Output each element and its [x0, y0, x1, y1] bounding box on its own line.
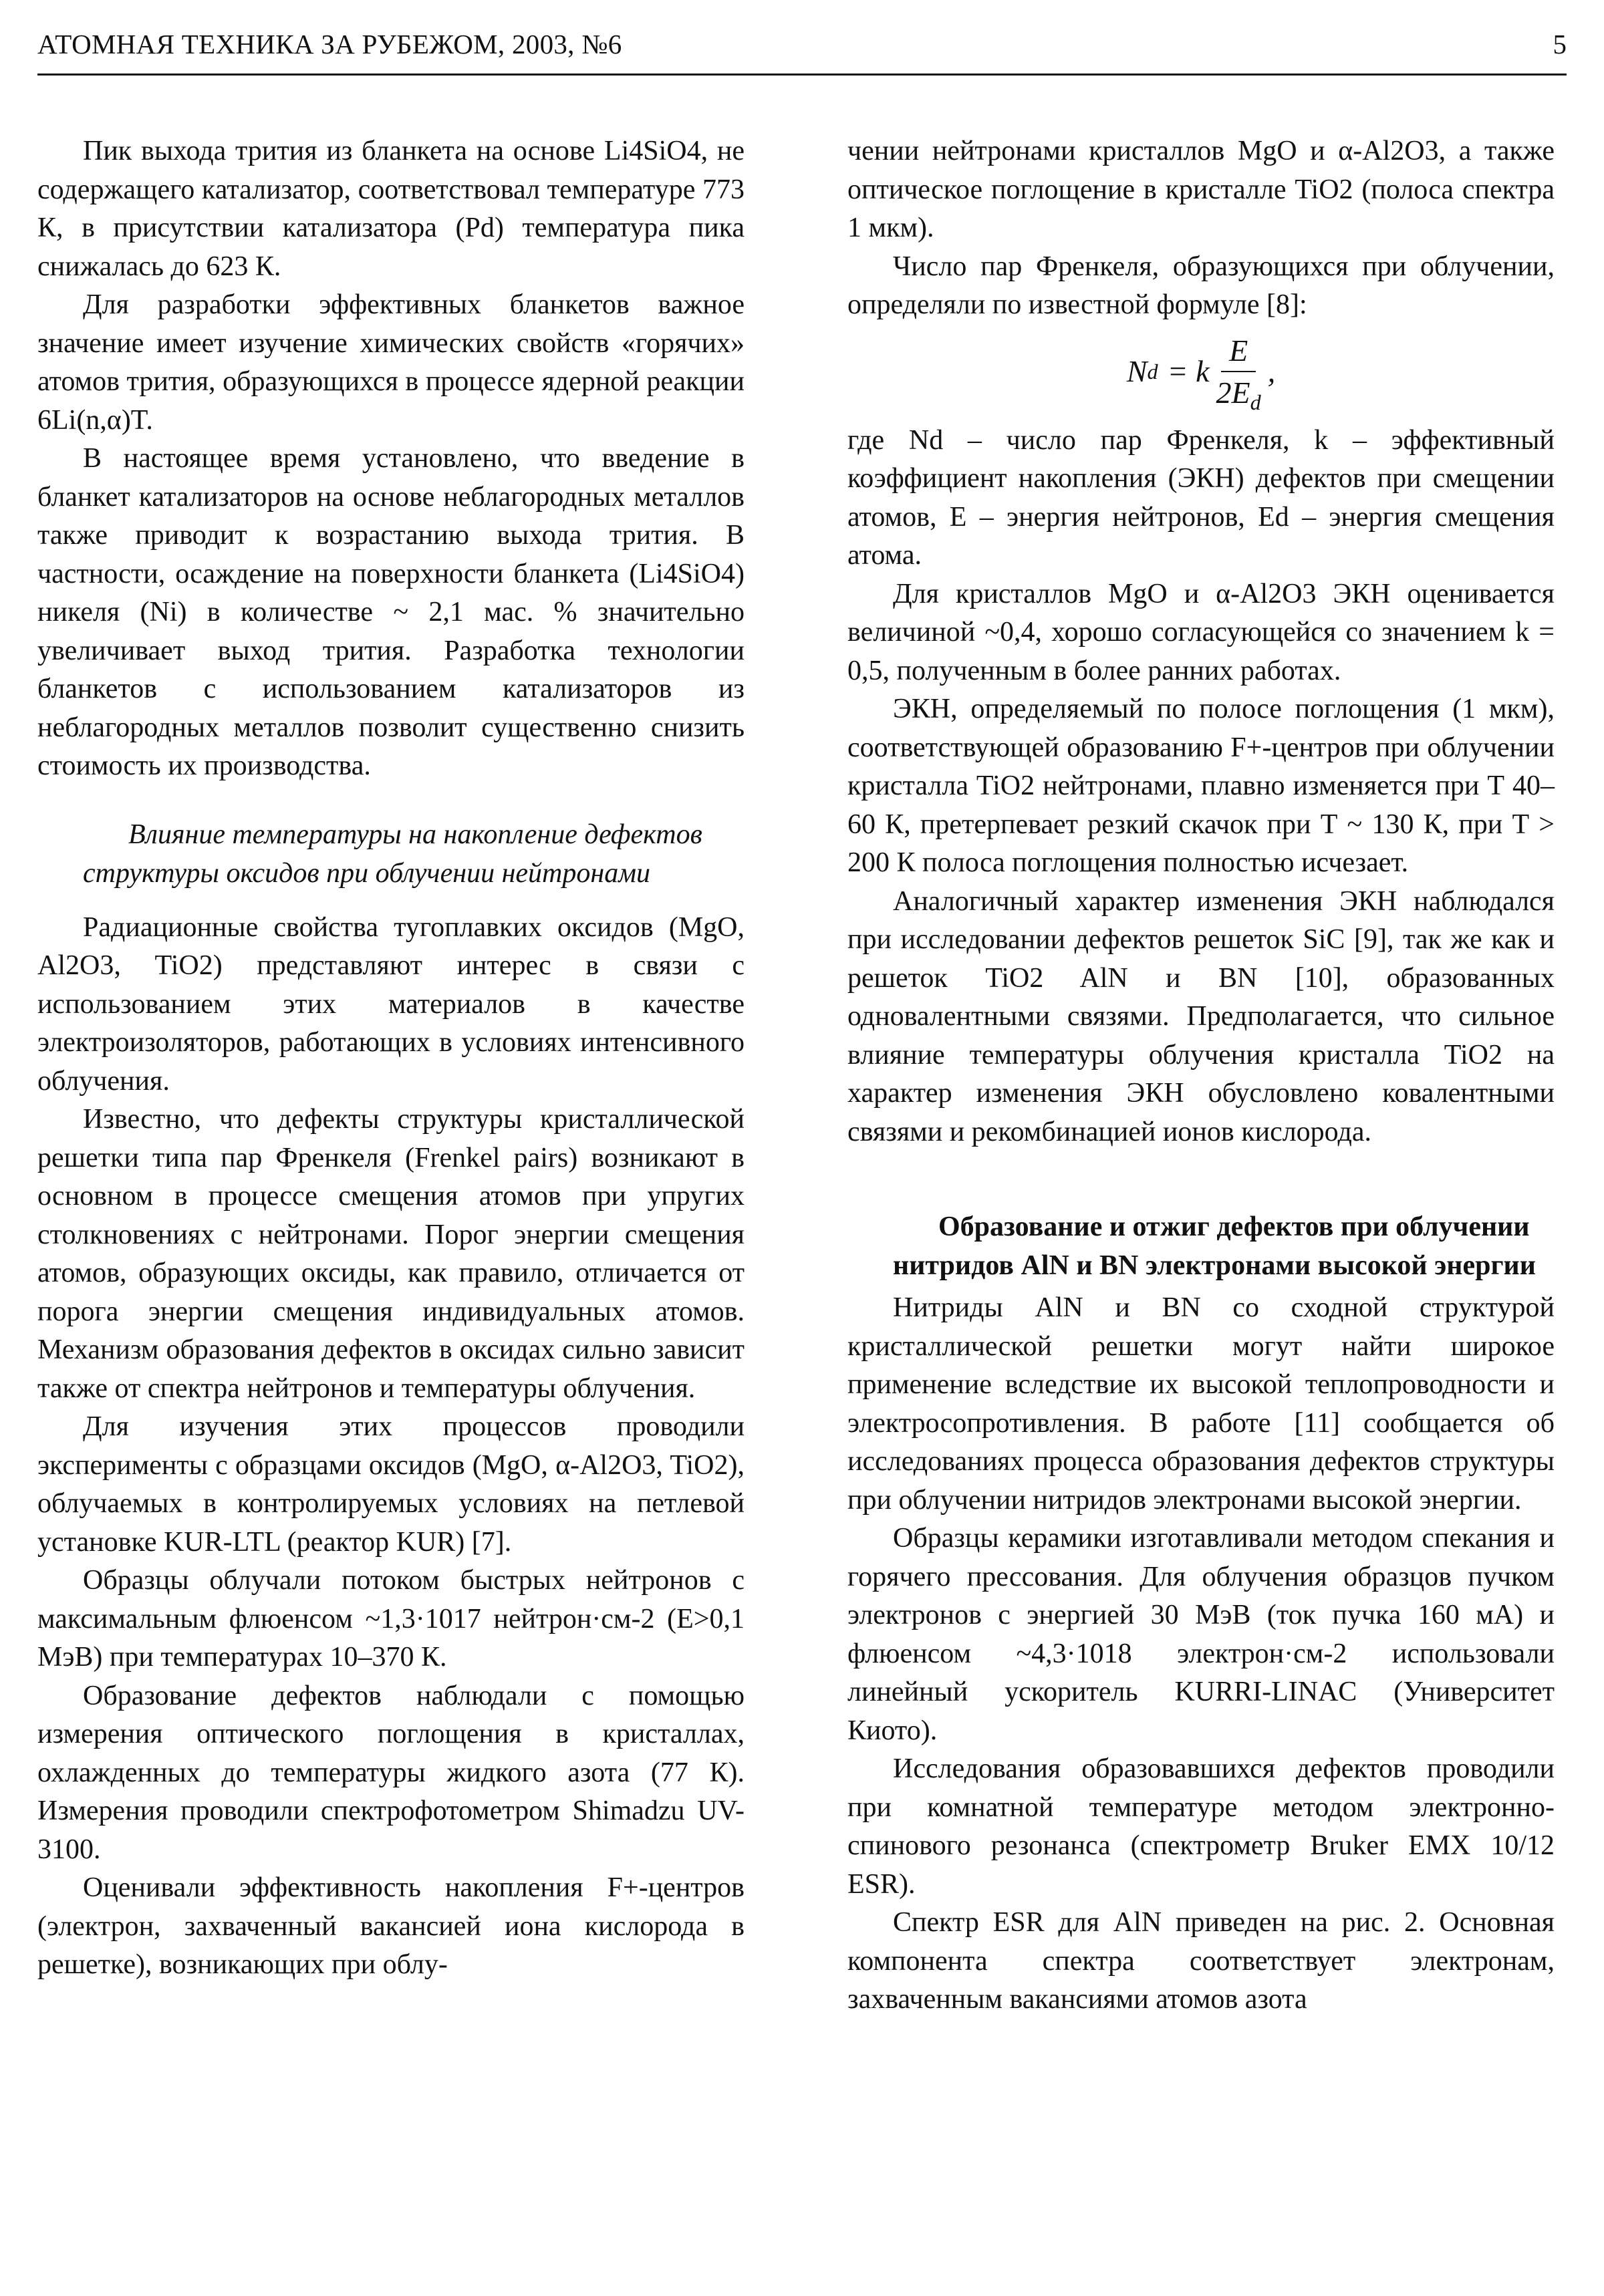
paragraph: Для кристаллов MgO и α-Al2O3 ЭКН оценивается величиной ~0,4, хорошо согласующейся со значением k = 0,5, полученным в более ранних работах.	[847, 578, 1555, 686]
paragraph: В настоящее время установлено, что введение в бланкет катализаторов на основе неблагородных металлов также приводит к возрастанию выхода трития. В частности, осаждение на поверхности бланкета (Li4SiO4) никеля (Ni) в количестве ~ 2,1 мас. % значительно увеличивает выход трития. Разработка технологии бланкетов с использованием катализаторов из неблагородных металлов позволит существенно снизить стоимость их производства.	[37, 443, 745, 781]
paragraph: где Nd – число пар Френкеля, k – эффективный коэффициент накопления (ЭКН) дефектов при смещении атомов, E – энергия нейтронов, Ed – энергия смещения атома.	[847, 424, 1555, 571]
frenkel-formula: N d = k $\frac{E}{2E_d}$ ,	[847, 331, 1555, 412]
header-rule	[37, 74, 1567, 76]
left-column	[37, 132, 745, 1985]
formula-fraction	[1216, 331, 1261, 415]
paragraph: Образцы керамики изготавливали методом спекания и горячего прессования. Для облучения образцов пучком электронов с энергией 30 МэВ (ток пучка 160 мА) и флюенсом ~4,3·1018 электрон·см-2 использовали линейный ускоритель KURRI-LINAC (Университет Киото).	[847, 1523, 1555, 1746]
section-heading: Образование и отжиг дефектов при облучении нитридов AlN и BN электронами высокой энергии	[893, 1211, 1536, 1281]
running-title: АТОМНАЯ ТЕХНИКА ЗА РУБЕЖОМ, 2003, №6	[37, 29, 622, 59]
paragraph: Известно, что дефекты структуры кристаллической решетки типа пар Френкеля (Frenkel pairs) возникают в основном в процессе смещения атомов при упругих столкновениях с нейтронами. Порог энергии смещения атомов, образующих оксиды, как правило, отличается от порога энергии смещения индивидуальных атомов. Механизм образования дефектов в оксидах сильно зависит также от спектра нейтронов и температуры облучения.	[37, 1104, 745, 1404]
paragraph: Радиационные свойства тугоплавких оксидов (MgO, Al2O3, TiO2) представляют интерес в связи с использованием этих материалов в качестве электроизоляторов, работающих в условиях интенсивного облучения.	[37, 911, 745, 1097]
formula-comma: ,	[1267, 354, 1276, 389]
paragraph: Нитриды AlN и BN со сходной структурой кристаллической решетки могут найти широкое применение вследствие их высокой теплопроводности и электросопротивления. В работе [11] сообщается об исследованиях процесса образования дефектов структуры при облучении нитридов электронами высокой энергии.	[847, 1292, 1555, 1516]
paragraph: Для изучения этих процессов проводили эксперименты с образцами оксидов (MgO, α-Al2O3, TiO2), облучаемых в контролируемых условиях на петлевой установке KUR-LTL (реактор KUR) [7].	[37, 1411, 745, 1558]
formula-denominator-subscript: d	[1250, 390, 1261, 415]
formula-lhs: N	[1126, 354, 1148, 389]
formula-denominator-base: 2E	[1216, 376, 1250, 410]
paragraph: Оценивали эффективность накопления F+-центров (электрон, захваченный вакансией иона кислорода в решетке), возникающих при облу-	[37, 1872, 745, 1980]
formula-numerator: E	[1221, 331, 1256, 373]
paragraph: чении нейтронами кристаллов MgO и α-Al2O3, а также оптическое поглощение в кристалле TiO2 (полоса спектра 1 мкм).	[847, 136, 1555, 243]
paragraph: ЭКН, определяемый по полосе поглощения (1 мкм), соответствующей образованию F+-центров при облучении кристалла TiO2 нейтронами, плавно изменяется при Т 40–60 К, претерпевает резкий скачок при Т ~ 130 К, при Т > 200 К полоса поглощения полностью исчезает.	[847, 694, 1555, 878]
section-heading: Влияние температуры на накопление дефектов структуры оксидов при облучении нейтронами	[83, 819, 702, 889]
paragraph: Образование дефектов наблюдали с помощью измерения оптического поглощения в кристаллах, охлажденных до температуры жидкого азота (77 К). Измерения проводили спектрофотометром Shimadzu UV-3100.	[37, 1680, 745, 1865]
paragraph: Спектр ESR для AlN приведен на рис. 2. Основная компонента спектра соответствует электронам, захваченным вакансиями атомов азота	[847, 1907, 1555, 2015]
formula-denominator	[1216, 372, 1261, 415]
paragraph: Число пар Френкеля, образующихся при облучении, определяли по известной формуле [8]:	[847, 251, 1555, 320]
paragraph: Аналогичный характер изменения ЭКН наблюдался при исследовании дефектов решеток SiC [9], так же как и решеток TiO2 AlN и BN [10], образованных одновалентными связями. Предполагается, что сильное влияние температуры облучения кристалла TiO2 на характер изменения ЭКН обусловлено ковалентными связями и рекомбинацией ионов кислорода.	[847, 885, 1555, 1147]
page-header	[37, 28, 1567, 75]
paragraph: Пик выхода трития из бланкета на основе Li4SiO4, не содержащего катализатор, соответствовал температуре 773 К, в присутствии катализатора (Pd) температура пика снижалась до 623 К.	[37, 136, 745, 282]
right-column	[847, 132, 1555, 2019]
paragraph: Исследования образовавшихся дефектов проводили при комнатной температуре методом электронно-спинового резонанса (спектрометр Bruker EMX 10/12 ESR).	[847, 1753, 1555, 1900]
paragraph: Образцы облучали потоком быстрых нейтронов с максимальным флюенсом ~1,3·1017 нейтрон·см-2 (E>0,1 МэВ) при температурах 10–370 К.	[37, 1565, 745, 1673]
paragraph: Для разработки эффективных бланкетов важное значение имеет изучение химических свойств «горячих» атомов трития, образующихся в процессе ядерной реакции 6Li(n,α)T.	[37, 289, 745, 436]
formula-equals: = k	[1167, 354, 1210, 389]
page-number: 5	[1553, 29, 1567, 59]
